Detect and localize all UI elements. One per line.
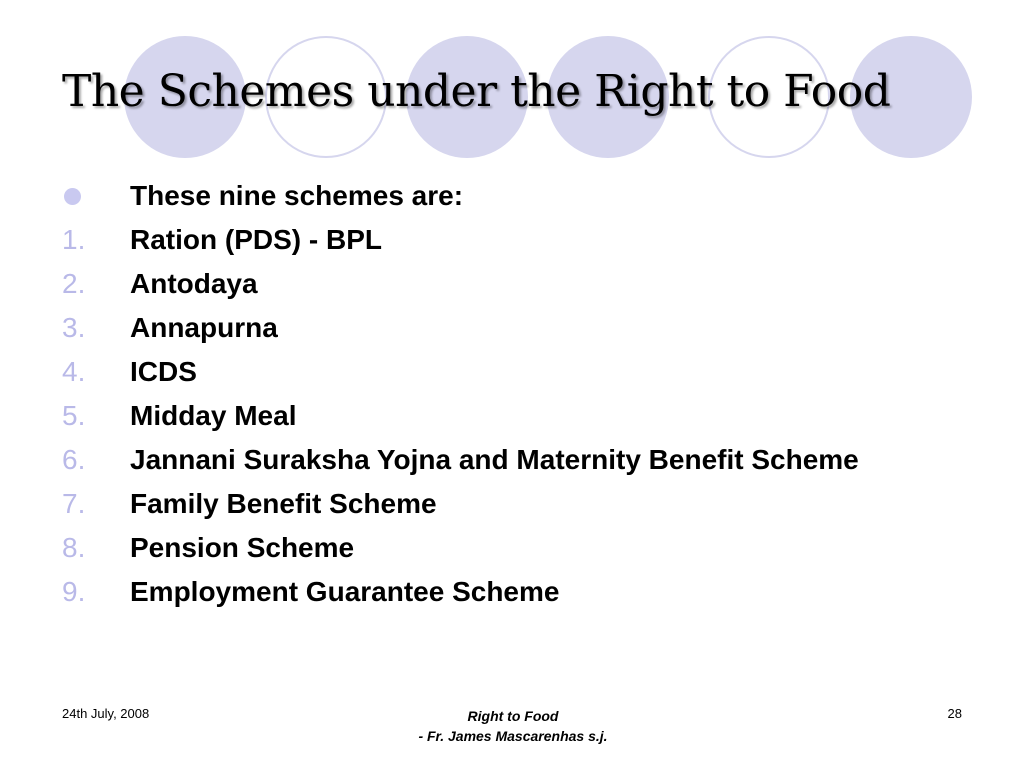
scheme-name: Pension Scheme <box>130 532 355 563</box>
list-item <box>62 530 962 566</box>
list-item <box>62 398 962 434</box>
circle-bullet-icon <box>64 188 81 205</box>
scheme-name: ICDS <box>130 356 197 387</box>
scheme-name: Annapurna <box>130 312 278 343</box>
list-item <box>62 222 962 258</box>
list-number: 2. <box>62 268 86 299</box>
scheme-name: Midday Meal <box>130 400 297 431</box>
list-number: 7. <box>62 488 86 519</box>
scheme-name: Jannani Suraksha Yojna and Maternity Benefit Scheme <box>130 444 859 475</box>
footer-date: 24th July, 2008 <box>62 706 150 721</box>
intro-bullet <box>62 178 962 214</box>
footer-attribution <box>360 706 666 746</box>
scheme-list <box>62 178 962 618</box>
list-number: 8. <box>62 532 86 563</box>
scheme-name: Ration (PDS) - BPL <box>130 224 382 255</box>
scheme-name: Employment Guarantee Scheme <box>130 576 560 607</box>
list-number: 9. <box>62 576 86 607</box>
list-item <box>62 310 962 346</box>
list-item <box>62 574 962 610</box>
scheme-name: Antodaya <box>130 268 258 299</box>
slide-title: The Schemes under the Right to Food <box>62 66 891 117</box>
list-number: 3. <box>62 312 86 343</box>
footer-title: Right to Food <box>467 708 559 724</box>
bullet-marker <box>62 178 130 214</box>
scheme-name: Family Benefit Scheme <box>130 488 437 519</box>
list-number: 4. <box>62 356 86 387</box>
page-number: 28 <box>947 706 962 721</box>
list-number: 1. <box>62 224 86 255</box>
list-item <box>62 486 962 522</box>
list-number: 5. <box>62 400 86 431</box>
list-item <box>62 442 962 478</box>
list-item <box>62 266 962 302</box>
footer-author: - Fr. James Mascarenhas s.j. <box>418 728 608 744</box>
list-number: 6. <box>62 444 86 475</box>
intro-text: These nine schemes are: <box>130 180 464 211</box>
list-item <box>62 354 962 390</box>
